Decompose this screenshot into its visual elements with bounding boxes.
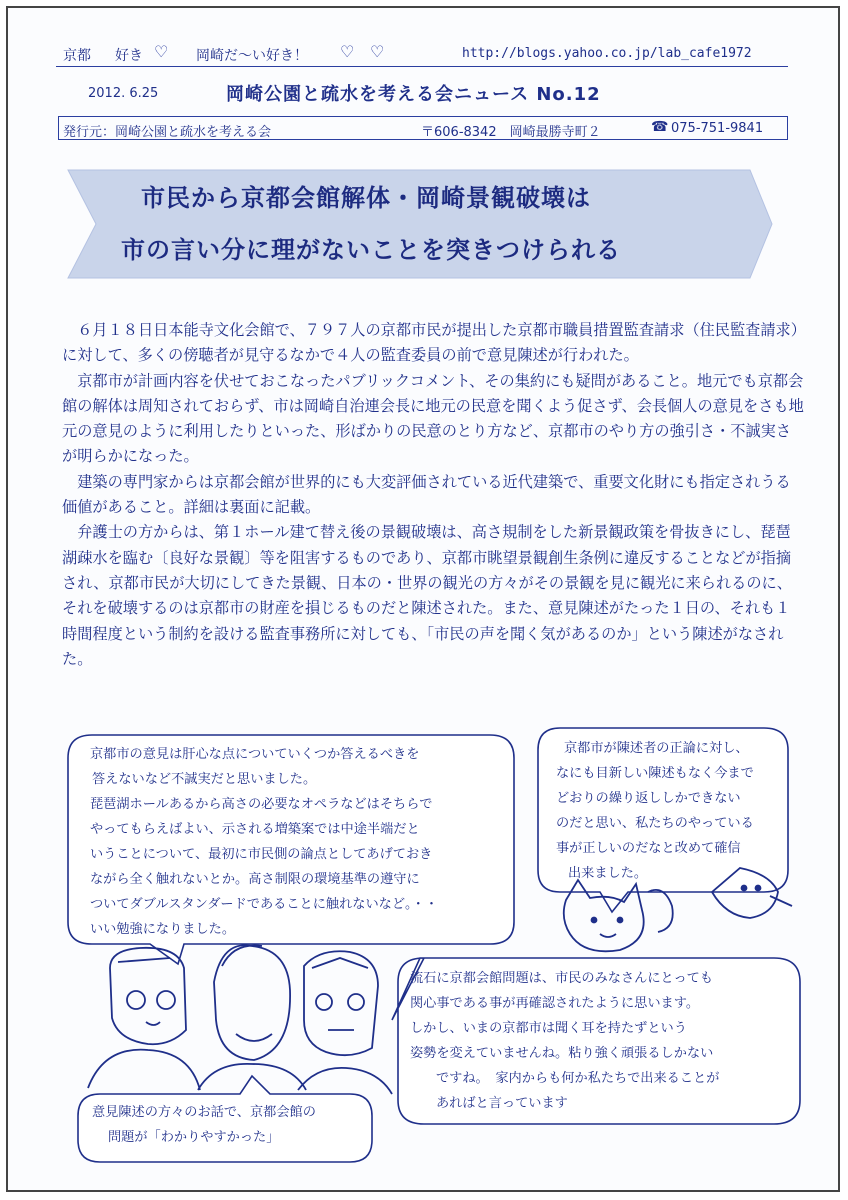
- headline-line2: 市の言い分に理がないことを突きつけられる: [121, 236, 621, 264]
- comment-line: 流石に京都会館問題は、市民のみなさんにとっても: [410, 971, 714, 986]
- tagline-suki: 好き: [115, 48, 143, 64]
- heart-icon: ♡: [154, 42, 169, 61]
- comment-line: のだと思い、私たちのやっている: [556, 816, 754, 831]
- publisher-address: 〒606-8342 岡崎最勝寺町２: [421, 125, 601, 140]
- comment-line: 問題が「わかりやすかった」: [108, 1130, 280, 1145]
- heart-icon: ♡: [340, 42, 355, 61]
- phone-icon: ☎: [651, 119, 669, 135]
- comment-line: しかし、いまの京都市は聞く耳を持たずという: [410, 1021, 687, 1036]
- comment-bubble-2: [556, 736, 754, 886]
- comment-line: やってもらえばよい、示される増築案では中途半端だと: [90, 822, 420, 837]
- comment-line: 出来ました。: [568, 866, 648, 881]
- article-paragraph: ６月１８日日本能寺文化会館で、７９７人の京都市民が提出した京都市職員措置監査請求（住民監査請求）に対して、多くの傍聴者が見守るなかで４人の監査委員の前で意見陳述が行われた。: [62, 321, 799, 365]
- comment-bubble-1: [90, 742, 438, 942]
- article-paragraph: 弁護士の方からは、第１ホール建て替え後の景観破壊は、高さ規制をした新景観政策を骨抜きにし、琵琶湖疎水を臨む〔良好な景観〕等を阻害するものであり、京都市眺望景観創生条例に違反することなどが指摘され、京都市民が大切にしてきた景観、日本の・世界の観光の方々がその景観を見に観光に来られるのに、それを破壊するのは京都市の財産を損じるものだと陳述された。また、意見陳述がたった１日の、それも１時間程度という制約を設ける監査事務所に対しても、「市民の声を聞く気があるのか」という陳述がなされた。: [62, 523, 792, 668]
- comment-line: 事が正しいのだなと改めて確信: [556, 841, 741, 856]
- article-paragraph: 京都市が計画内容を伏せておこなったパブリックコメント、その集約にも疑問があること。地元でも京都会館の解体は周知されておらず、市は岡崎自治連会長に地元の民意を聞くよう促さず、会長個人の意見をさも地元の意見のように利用したりといった、形ばかりの民意のとり方など、京都市のやり方の強引さ・不誠実さが明らかになった。: [62, 371, 804, 466]
- comment-line: どおりの繰り返ししかできない: [556, 791, 741, 806]
- headline-line1: 市民から京都会館解体・岡崎景観破壊は: [141, 184, 591, 212]
- publisher-name: 発行元：岡崎公園と疏水を考える会: [63, 125, 272, 140]
- comment-line: ですね。 家内からも何か私たちで出来ることが: [436, 1071, 720, 1086]
- comment-line: 京都市が陳述者の正論に対し、: [564, 741, 749, 756]
- heart-icon: ♡: [370, 42, 385, 61]
- cartoon-people: [88, 945, 392, 1094]
- comment-line: いうことについて、最初に市民側の論点としてあげておき: [90, 847, 433, 862]
- newsletter-title: 岡崎公園と疏水を考える会ニュース No.12: [226, 84, 601, 105]
- issue-date: 2012. 6.25: [88, 86, 159, 101]
- comment-line: ながら全く触れないとか。高さ制限の環境基準の遵守に: [90, 872, 420, 887]
- comment-line: 京都市の意見は肝心な点についていくつか答えるべきを: [90, 747, 420, 762]
- article-paragraph: 建築の専門家からは京都会館が世界的にも大変評価されている近代建築で、重要文化財にも指定されうる価値があること。詳細は裏面に記載。: [62, 472, 791, 517]
- comment-line: 意見陳述の方々のお話で、京都会館の: [92, 1105, 316, 1120]
- comment-line: 関心事である事が再確認されたように思います。: [410, 996, 700, 1011]
- comment-line: ついてダブルスタンダードであることに触れないなど。・・: [90, 897, 439, 912]
- comment-line: 答えないなど不誠実だと思いました。: [92, 772, 317, 787]
- comment-bubble-3: [410, 966, 719, 1116]
- tagline-okazaki: 岡崎だ～い好き！: [196, 48, 308, 64]
- comment-line: 琵琶湖ホールあるから高さの必要なオペラなどはそちらで: [90, 797, 433, 812]
- comment-line: 姿勢を変えていませんね。粘り強く頑張るしかない: [410, 1046, 714, 1061]
- blog-url[interactable]: http://blogs.yahoo.co.jp/lab_cafe1972: [462, 46, 752, 61]
- comment-line: なにも目新しい陳述もなく今まで: [556, 766, 754, 781]
- publisher-phone: 075-751-9841: [671, 121, 764, 136]
- comment-bubble-4: [92, 1100, 316, 1150]
- comment-line: あればと言っています: [436, 1096, 568, 1111]
- tagline-kyoto: 京都: [63, 48, 91, 64]
- comment-line: いい勉強になりました。: [90, 922, 236, 937]
